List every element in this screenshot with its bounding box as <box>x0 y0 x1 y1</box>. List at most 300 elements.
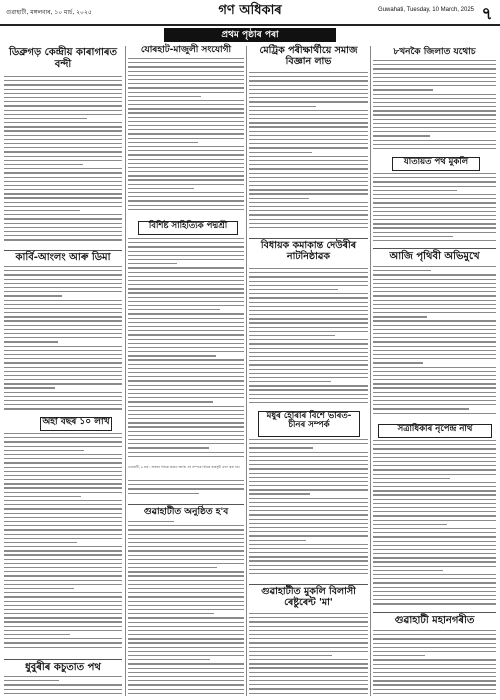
text-line <box>373 236 453 237</box>
text-line <box>249 356 368 357</box>
text-line <box>249 398 368 399</box>
text-line <box>249 493 310 494</box>
text-line <box>4 197 122 198</box>
text-line <box>4 626 122 627</box>
text-line <box>249 343 368 344</box>
text-line <box>4 371 122 372</box>
text-line <box>373 634 496 635</box>
text-line <box>249 672 368 673</box>
text-line <box>249 626 368 627</box>
text-line <box>249 519 368 520</box>
text-line <box>373 507 496 508</box>
text-line <box>373 524 447 525</box>
text-line <box>4 114 122 115</box>
text-line <box>249 297 368 298</box>
article-body <box>128 480 244 500</box>
text-line <box>373 482 496 483</box>
text-line <box>128 693 244 694</box>
text-line <box>373 400 496 401</box>
text-line <box>128 534 244 535</box>
text-line <box>373 511 496 512</box>
text-line <box>373 283 496 284</box>
text-line <box>373 177 496 178</box>
text-line <box>249 360 368 361</box>
text-line <box>4 462 122 463</box>
text-line <box>128 575 244 576</box>
text-line <box>4 189 122 190</box>
text-line <box>4 387 55 388</box>
text-line <box>373 198 496 199</box>
text-line <box>4 287 122 288</box>
text-line <box>373 106 496 107</box>
text-line <box>4 151 122 152</box>
text-line <box>128 571 244 572</box>
text-line <box>4 408 122 409</box>
text-line <box>4 122 122 123</box>
headline-col4-box2: সত্ৰাধিকাৰ নৃপেন্দ্ৰ নাথ <box>378 424 492 438</box>
text-line <box>373 98 496 99</box>
text-line <box>4 684 122 685</box>
text-line <box>128 326 244 327</box>
masthead-date-right: Guwahati, Tuesday, 10 March, 2025 <box>378 7 474 13</box>
article-body <box>128 521 244 698</box>
text-line <box>373 308 496 309</box>
headline-col1-top: ডিব্ৰুগড় কেন্দ্ৰীয় কাৰাগাৰত বন্দী <box>8 47 118 70</box>
text-line <box>373 379 496 380</box>
text-line <box>373 316 427 317</box>
headline-col2-top: যোৰহাট-মাজুলী সংযোগী <box>140 45 232 55</box>
text-line <box>249 131 368 132</box>
column-divider <box>246 46 247 696</box>
text-line <box>128 255 244 256</box>
text-line <box>128 559 244 560</box>
text-line <box>4 210 80 211</box>
text-line <box>249 667 368 668</box>
text-line <box>249 389 368 390</box>
text-line <box>373 341 496 342</box>
text-line <box>4 433 122 434</box>
text-line <box>4 362 122 363</box>
text-line <box>373 94 496 95</box>
text-line <box>373 274 496 275</box>
headline-col4-top: ৮খনকৈ জিলাত যথোচ <box>393 47 476 57</box>
text-line <box>373 404 496 405</box>
text-line <box>4 521 122 522</box>
text-line <box>4 304 122 305</box>
text-line <box>128 663 244 664</box>
text-line <box>249 302 368 303</box>
text-line <box>373 215 496 216</box>
text-line <box>373 329 496 330</box>
text-line <box>4 584 122 585</box>
text-line <box>373 85 496 86</box>
text-line <box>249 659 368 660</box>
article-body <box>373 266 496 420</box>
text-line <box>249 638 368 639</box>
text-line <box>128 435 244 436</box>
article-snippet: গুৱাহাটী, ৯ মাৰ্চ : অসমৰ বিভিন্ন প্ৰান্তত আজি এই সম্পৰ্কে বিভিন্ন কাৰ্যসূচী গ্ৰহণ কৰা হয়। <box>128 465 240 469</box>
text-line <box>4 638 122 639</box>
text-line <box>249 693 368 694</box>
text-line <box>4 93 122 94</box>
text-line <box>4 676 122 677</box>
text-line <box>373 304 496 305</box>
text-line <box>4 467 122 468</box>
text-line <box>373 127 496 128</box>
masthead-date-left: গুৱাহাটী, মঙ্গলবাৰ, ১০ মাৰ্চ, ২০২৫ <box>6 9 92 16</box>
article-body <box>4 676 122 698</box>
article-separator <box>373 612 496 613</box>
text-line <box>373 295 496 296</box>
text-line <box>128 584 244 585</box>
text-line <box>4 181 122 182</box>
text-line <box>373 383 496 384</box>
text-line <box>249 152 312 153</box>
text-line <box>249 364 368 365</box>
text-line <box>249 489 368 490</box>
text-line <box>373 358 496 359</box>
text-line <box>373 354 496 355</box>
text-line <box>4 341 58 342</box>
text-line <box>4 214 122 215</box>
text-line <box>373 350 496 351</box>
text-line <box>128 684 244 685</box>
text-line <box>4 621 122 622</box>
text-line <box>4 634 70 635</box>
text-line <box>249 339 368 340</box>
text-line <box>128 154 244 155</box>
text-line <box>128 129 244 130</box>
headline-col1-box: অহা বছৰ ১০ লাখ <box>40 417 112 431</box>
text-line <box>128 150 244 151</box>
text-line <box>128 439 244 440</box>
text-line <box>4 84 122 85</box>
text-line <box>249 122 368 123</box>
text-line <box>4 291 122 292</box>
text-line <box>4 575 122 576</box>
text-line <box>128 200 244 201</box>
text-line <box>4 538 122 539</box>
text-line <box>128 689 244 690</box>
text-line <box>4 139 122 140</box>
text-line <box>128 364 244 365</box>
column-divider <box>125 46 126 696</box>
headline-col4-bottom: গুৱাহাটী মহানগৰীত <box>394 615 475 626</box>
text-line <box>249 385 368 386</box>
text-line <box>128 525 244 526</box>
text-line <box>128 334 244 335</box>
text-line <box>128 380 244 381</box>
text-line <box>128 617 244 618</box>
text-line <box>373 181 496 182</box>
text-line <box>4 346 122 347</box>
text-line <box>249 617 368 618</box>
text-line <box>373 362 423 363</box>
column-divider <box>370 46 371 696</box>
text-line <box>128 592 244 593</box>
text-line <box>373 60 496 61</box>
text-line <box>249 556 368 557</box>
text-line <box>249 510 368 511</box>
text-line <box>128 125 244 126</box>
text-line <box>373 499 496 500</box>
text-line <box>128 58 244 59</box>
article-separator <box>128 504 244 505</box>
text-line <box>373 81 496 82</box>
article-body <box>249 268 368 408</box>
text-line <box>4 354 122 355</box>
text-line <box>4 534 122 535</box>
text-line <box>128 410 244 411</box>
text-line <box>249 468 368 469</box>
text-line <box>249 544 368 545</box>
text-line <box>128 480 244 481</box>
text-line <box>249 460 368 461</box>
text-line <box>128 104 244 105</box>
text-line <box>4 479 122 480</box>
text-line <box>249 373 368 374</box>
text-line <box>373 655 425 656</box>
text-line <box>4 404 122 405</box>
text-line <box>249 281 368 282</box>
text-line <box>128 638 244 639</box>
text-line <box>249 573 368 574</box>
text-line <box>249 181 368 182</box>
text-line <box>373 536 496 537</box>
text-line <box>4 283 122 284</box>
text-line <box>373 232 496 233</box>
text-line <box>128 580 244 581</box>
article-body <box>128 238 244 462</box>
text-line <box>128 372 244 373</box>
text-line <box>128 184 244 185</box>
article-body <box>128 58 244 214</box>
text-line <box>128 484 244 485</box>
text-line <box>128 112 244 113</box>
text-line <box>249 613 368 614</box>
text-line <box>128 647 244 648</box>
text-line <box>4 320 122 321</box>
text-line <box>128 542 244 543</box>
text-line <box>249 651 368 652</box>
text-line <box>249 202 368 203</box>
headline-col1-bottom: ধুবুৰীৰ কচুতাত পথ <box>25 662 101 673</box>
text-line <box>249 210 368 211</box>
text-line <box>249 97 368 98</box>
text-line <box>4 375 122 376</box>
text-line <box>249 106 316 107</box>
text-line <box>4 235 122 236</box>
text-line <box>373 219 496 220</box>
text-line <box>373 545 496 546</box>
text-line <box>128 418 244 419</box>
text-line <box>4 89 122 90</box>
text-line <box>128 443 244 444</box>
text-line <box>373 123 496 124</box>
article-body <box>4 76 122 246</box>
text-line <box>249 114 368 115</box>
text-line <box>249 655 332 656</box>
text-line <box>249 377 368 378</box>
text-line <box>4 239 122 240</box>
text-line <box>4 105 122 106</box>
text-line <box>4 580 122 581</box>
text-line <box>128 630 244 631</box>
text-line <box>4 274 122 275</box>
text-line <box>249 621 368 622</box>
text-line <box>249 680 368 681</box>
text-line <box>4 185 122 186</box>
text-line <box>373 135 430 136</box>
text-line <box>373 367 496 368</box>
text-line <box>4 147 122 148</box>
text-line <box>249 464 368 465</box>
text-line <box>128 431 244 432</box>
text-line <box>128 651 244 652</box>
text-line <box>4 441 122 442</box>
text-line <box>4 231 122 232</box>
text-line <box>373 561 496 562</box>
text-line <box>4 554 122 555</box>
text-line <box>4 500 122 501</box>
text-line <box>128 393 244 394</box>
text-line <box>249 642 368 643</box>
text-line <box>128 452 244 453</box>
text-line <box>373 676 496 677</box>
text-line <box>128 672 244 673</box>
text-line <box>249 285 368 286</box>
text-line <box>4 550 122 551</box>
text-line <box>249 189 368 190</box>
text-line <box>249 185 368 186</box>
text-line <box>249 569 368 570</box>
text-line <box>373 202 496 203</box>
text-line <box>373 211 496 212</box>
text-line <box>128 680 244 681</box>
text-line <box>373 553 496 554</box>
text-line <box>128 205 244 206</box>
text-line <box>4 508 122 509</box>
text-line <box>249 473 368 474</box>
text-line <box>128 626 244 627</box>
text-line <box>249 160 368 161</box>
text-line <box>128 163 244 164</box>
text-line <box>128 422 244 423</box>
text-line <box>128 280 244 281</box>
text-line <box>4 202 122 203</box>
headline-col4-mid: আজি পৃথিবী অভিমুখে <box>389 251 480 262</box>
text-line <box>128 596 244 597</box>
text-line <box>128 209 244 210</box>
text-line <box>373 291 496 292</box>
text-line <box>373 408 469 409</box>
text-line <box>128 613 214 614</box>
text-line <box>249 314 368 315</box>
text-line <box>128 347 244 348</box>
text-line <box>249 481 368 482</box>
text-line <box>373 659 496 660</box>
text-line <box>128 238 244 239</box>
text-line <box>373 287 496 288</box>
text-line <box>128 297 244 298</box>
text-line <box>373 77 496 78</box>
text-line <box>4 492 122 493</box>
article-separator <box>249 584 368 585</box>
text-line <box>249 684 368 685</box>
text-line <box>373 474 496 475</box>
text-line <box>373 582 496 583</box>
text-line <box>128 376 244 377</box>
text-line <box>373 148 496 149</box>
text-line <box>4 101 122 102</box>
text-line <box>373 440 496 441</box>
text-line <box>249 85 368 86</box>
text-line <box>373 371 496 372</box>
text-line <box>128 330 244 331</box>
text-line <box>128 521 174 522</box>
text-line <box>373 595 496 596</box>
text-line <box>373 566 496 567</box>
text-line <box>249 276 368 277</box>
text-line <box>249 143 368 144</box>
article-separator <box>4 250 122 251</box>
text-line <box>4 333 122 334</box>
text-line <box>128 426 244 427</box>
text-line <box>4 383 122 384</box>
text-line <box>373 223 496 224</box>
text-line <box>249 310 368 311</box>
text-line <box>4 400 122 401</box>
text-line <box>4 392 122 393</box>
article-body <box>373 440 496 608</box>
text-line <box>373 541 496 542</box>
text-line <box>373 651 496 652</box>
text-line <box>249 198 309 199</box>
text-line <box>128 385 244 386</box>
text-line <box>128 259 244 260</box>
text-line <box>249 447 313 448</box>
text-line <box>4 316 122 317</box>
text-line <box>4 308 122 309</box>
text-line <box>249 565 368 566</box>
text-line <box>128 167 244 168</box>
text-line <box>373 337 496 338</box>
text-line <box>373 240 496 241</box>
text-line <box>249 498 368 499</box>
text-line <box>128 563 244 564</box>
text-line <box>128 339 244 340</box>
text-line <box>373 668 496 669</box>
text-line <box>128 343 244 344</box>
text-line <box>249 443 368 444</box>
text-line <box>373 110 496 111</box>
text-line <box>249 348 368 349</box>
text-line <box>249 126 368 127</box>
text-line <box>4 680 59 681</box>
text-line <box>4 367 122 368</box>
text-line <box>128 609 244 610</box>
text-line <box>4 126 122 127</box>
text-line <box>4 358 122 359</box>
text-line <box>373 643 496 644</box>
text-line <box>249 268 368 269</box>
text-line <box>249 439 368 440</box>
text-line <box>4 156 122 157</box>
text-line <box>128 192 244 193</box>
text-line <box>128 138 244 139</box>
text-line <box>373 333 496 334</box>
text-line <box>4 596 122 597</box>
